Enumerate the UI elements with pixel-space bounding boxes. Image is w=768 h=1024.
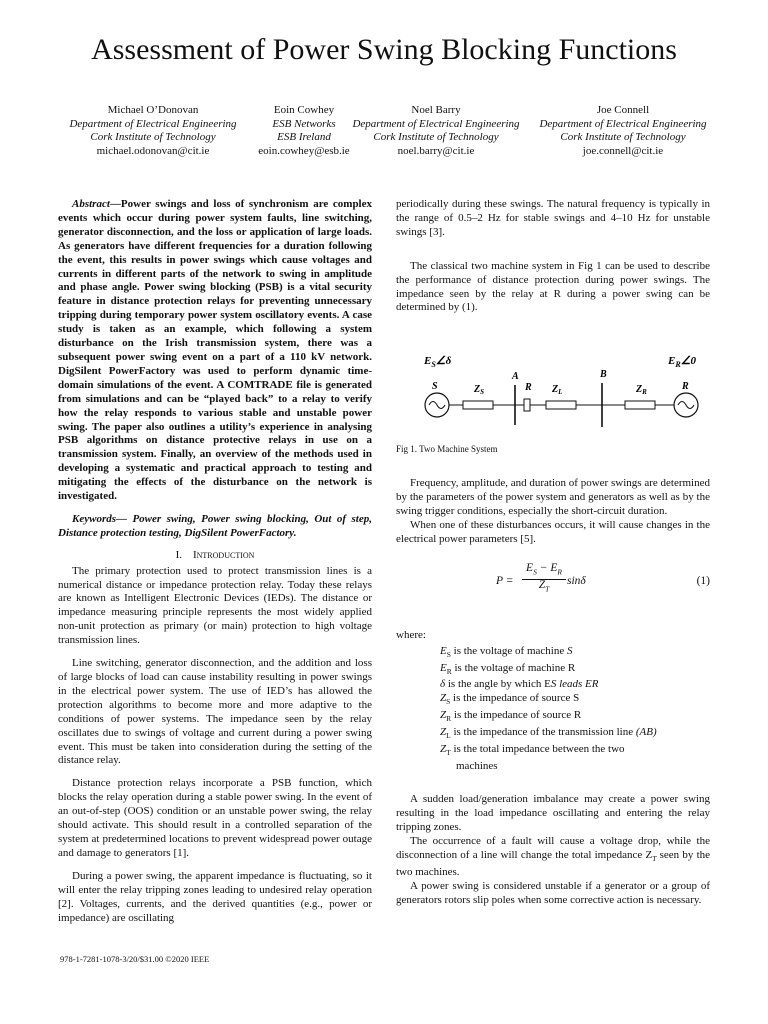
- equation-1: [396, 561, 710, 611]
- copyright-footer: 978-1-7281-1078-3/20/$31.00 ©2020 IEEE: [60, 954, 210, 964]
- abstract-text: —Power swings and loss of synchronism are complex events which occur during power system faults, line switching, generator disconnection, and the loss or application of large loads. As generators have different frequencies for a duration following the event, this results in power swings which cause voltages and currents in different parts of the network to swing in amplitude and phase angle. Power swing blocking (PSB) is a vital security feature in distance protection relays for preventing unnecessary tripping during temporary power system oscillatory events. A case study is taken as an example, which following a system disturbance on the Irish transmission system, there was a subsequent power swing event on a part of a 110 kV network. DigSilent PowerFactory was used to perform dynamic time-domain simulations of the event. A COMTRADE file is generated from simulations and can be “played back” to a relay to verify how the relay responds to various stable and unstable power swing. The paper also outlines a utility’s experience in analysing PSB algorithms on distance protective relays in use on a transmission system. Finally, an overview of the methods used in developing a systematic and practical approach to testing and mitigating the effects of the disturbance on the network is investigated.: [58, 198, 372, 503]
- zr-label: $Z_R$: [636, 384, 647, 397]
- intro-paragraph: Line switching, generator disconnection, and the addition and loss of large blocks of load can cause instability resulting in power swings in the electrical power system. The use of IED’s has allowed the protection algorithms to become more and more adaptive to the conditions of power systems. The impedance seen by the relay oscillates due to swings of voltage and current during a power swing event. This must be taken into consideration during the setting of the distance relay.: [58, 657, 372, 767]
- intro-paragraph: Distance protection relays incorporate a PSB function, which blocks the relay operation during a stable power swing. In the event of an out-of-step (OOS) condition or an unstable power swing, the relay should activate. This should result in a controlled separation of the system at predetermined locations to prevent widespread power outage and damage to generators [1].: [58, 777, 372, 859]
- zs-label: $Z_S$: [474, 384, 485, 397]
- section-number: I.: [175, 548, 182, 561]
- keywords: [58, 513, 372, 541]
- zs-impedance: [463, 401, 493, 409]
- bus-b-label: B: [600, 369, 607, 381]
- definition-item: $Z_S$ is the impedance of source S: [440, 692, 580, 707]
- zl-label: $Z_L$: [552, 384, 563, 397]
- equation-numerator: $E_S - E_R$: [522, 561, 566, 580]
- author-department: Department of Electrical Engineering: [539, 117, 707, 130]
- source-r-symbol: [674, 393, 698, 417]
- relay-label: R: [525, 382, 532, 394]
- body-paragraph: The classical two machine system in Fig 1 can be used to describe the performance of distance protection during power swings. The impedance seen by the relay at R during a power swing can be determined by (1).: [396, 259, 710, 314]
- abstract-label: Abstract: [72, 198, 110, 210]
- body-paragraph: Frequency, amplitude, and duration of power swings are determined by the parameters of the power system and generators as well as by the swing trigger conditions, especially the short-circuit duration.: [396, 477, 710, 518]
- where-label: where:: [396, 628, 426, 641]
- definition-item: $Z_L$ is the impedance of the transmission line (AB): [440, 725, 657, 741]
- author-name: Noel Barry: [411, 104, 461, 116]
- author-email[interactable]: michael.odonovan@cit.ie: [96, 144, 210, 157]
- body-paragraph: periodically during these swings. The natural frequency is typically in the range of 0.5–2 Hz for stable swings and 4–10 Hz for unstable swings [3].: [396, 198, 710, 238]
- figure-caption: Fig 1. Two Machine System: [396, 444, 498, 455]
- author-institution: ESB Ireland: [277, 131, 331, 143]
- author-department: ESB Networks: [272, 117, 336, 130]
- abstract: [58, 198, 372, 504]
- definition-item: $E_S$ is the voltage of machine S: [440, 644, 573, 659]
- intro-paragraph: During a power swing, the apparent impedance is fluctuating, so it will enter the relay tripping zones leading to undesired relay operation [2]. Voltages, currents, and the derived quantities (e.g., power or impedance) are oscillating: [58, 869, 372, 924]
- zr-impedance: [625, 401, 655, 409]
- bus-a-label: A: [512, 371, 519, 383]
- definition-item: $Z_T$ is the total impedance between the two: [440, 742, 625, 758]
- definition-item: $E_R$ is the voltage of machine R: [440, 661, 576, 676]
- er-label: $E_R\angle 0$: [668, 355, 697, 370]
- author-department: Department of Electrical Engineering: [352, 117, 520, 130]
- author-institution: Cork Institute of Technology: [373, 131, 499, 143]
- author-institution: Cork Institute of Technology: [90, 131, 216, 143]
- definition-continuation: machines: [456, 759, 498, 772]
- author-name: Michael O’Donovan: [107, 104, 199, 116]
- body-paragraph: When one of these disturbances occurs, it will cause changes in the electrical power parameters [5].: [396, 518, 710, 545]
- paper-title: Assessment of Power Swing Blocking Functions: [91, 33, 677, 66]
- author-department: Department of Electrical Engineering: [69, 117, 237, 130]
- es-label: $E_S\angle\delta$: [424, 355, 452, 370]
- body-paragraph: The occurrence of a fault will cause a voltage drop, while the disconnection of a line will change the total impedance $Z_T$ seen by the two machines.: [396, 835, 711, 879]
- zl-impedance: [546, 401, 576, 409]
- author-email[interactable]: eoin.cowhey@esb.ie: [258, 144, 350, 157]
- author-institution: Cork Institute of Technology: [560, 131, 686, 143]
- source-s-symbol: [425, 393, 449, 417]
- left-column: [58, 198, 372, 925]
- definition-list: [440, 645, 710, 774]
- body-paragraph: A power swing is considered unstable if a generator or a group of generators rotors slip poles when some corrective action is necessary.: [396, 880, 710, 906]
- author-name: Eoin Cowhey: [273, 104, 335, 116]
- equation-denominator: $Z_T$: [538, 578, 550, 594]
- author-block: [336, 104, 536, 158]
- equation-trail: sinδ: [567, 574, 586, 587]
- keywords-text: — Power swing, Power swing blocking, Out of step, Distance protection testing, DigSilent PowerFactory.: [58, 512, 372, 539]
- equation-number: (1): [696, 574, 710, 587]
- author-email[interactable]: noel.barry@cit.ie: [397, 144, 475, 157]
- keywords-label: Keywords: [72, 512, 116, 525]
- definition-item: $Z_R$ is the impedance of source R: [440, 709, 582, 724]
- source-r-label: R: [682, 381, 689, 393]
- relay-symbol: [524, 399, 530, 411]
- section-title: Introduction: [192, 548, 255, 561]
- equation-lhs: P =: [496, 574, 514, 587]
- source-s-label: S: [432, 381, 438, 393]
- author-name: Joe Connell: [596, 104, 650, 116]
- author-block: [523, 104, 723, 158]
- section-heading: [58, 549, 372, 563]
- definition-item: δ is the angle by which ES leads ER: [440, 678, 599, 691]
- author-email[interactable]: joe.connell@cit.ie: [582, 144, 664, 157]
- body-paragraph: A sudden load/generation imbalance may create a power swing resulting in the load impedance oscillating and entering the relay tripping zones.: [396, 793, 710, 834]
- two-machine-system-figure: [396, 347, 710, 439]
- intro-paragraph: The primary protection used to protect transmission lines is a numerical distance or impedance protection relay. Today these relays are known as Intelligent Electronic Devices (IEDs). The distance or impedance measuring principle represents the most widely applied non-unit protection as primary (or main) protection to high voltage transmission lines.: [58, 564, 372, 647]
- right-column: [396, 198, 710, 908]
